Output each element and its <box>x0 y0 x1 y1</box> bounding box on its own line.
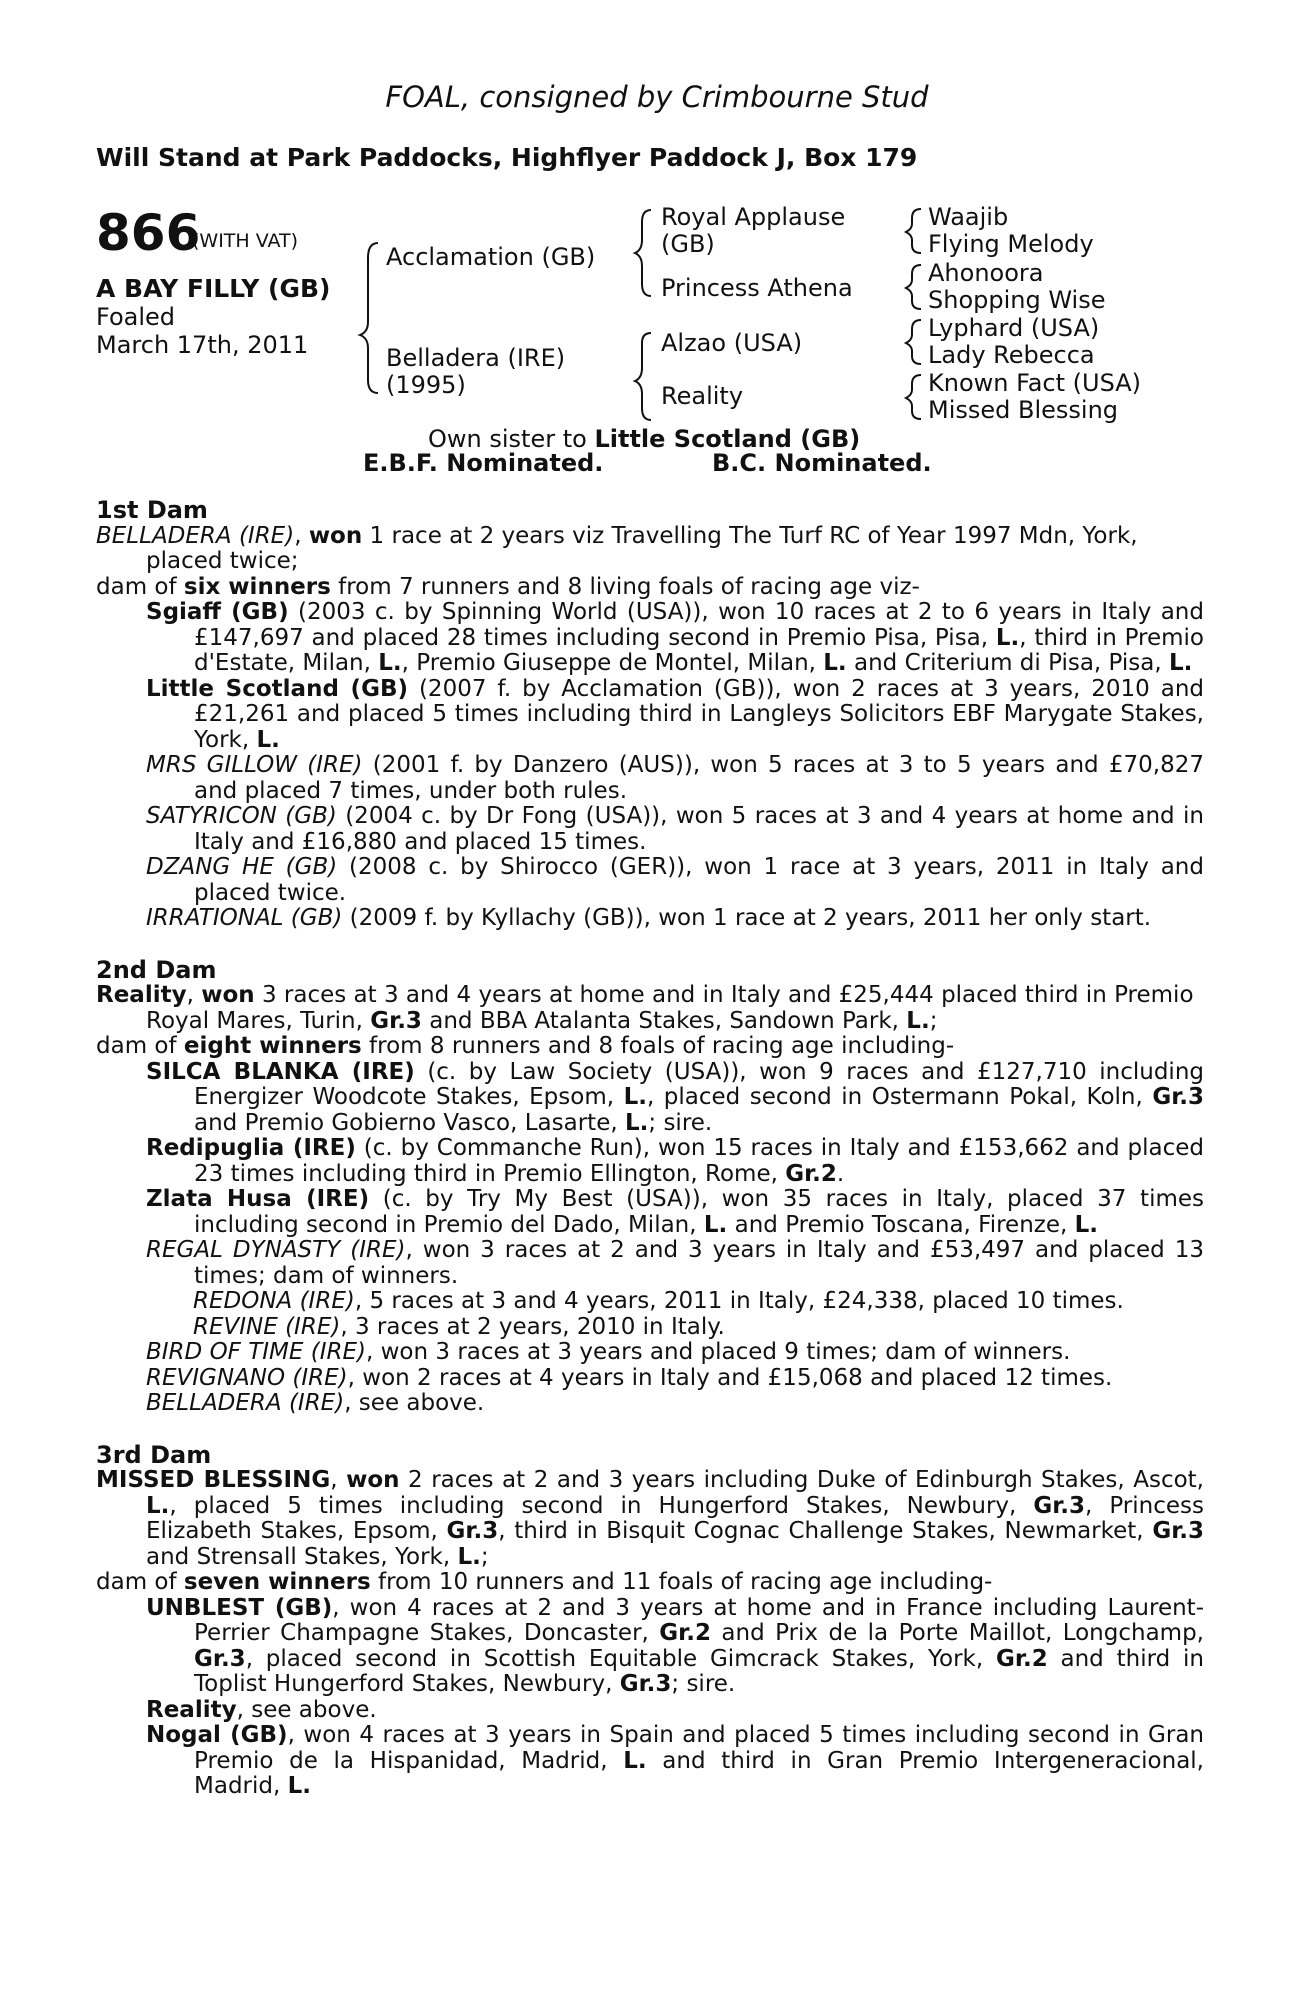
produce-name: Reality <box>146 1696 237 1723</box>
second-dam-text: ; <box>929 1007 938 1034</box>
dam-of-suffix: from 7 runners and 8 living foals of racing age viz- <box>330 573 920 600</box>
produce-name: MRS GILLOW (IRE) <box>146 752 363 778</box>
produce-text: (2001 f. by Danzero (AUS)), won 5 races at 3 to 5 years and £70,827 and placed 7 times, under both rules. <box>194 752 1204 804</box>
produce-entry-sub <box>96 1315 1204 1341</box>
pedigree-g5: Lyphard (USA) <box>928 314 1100 342</box>
bracket-g2 <box>906 265 921 309</box>
pedigree-g4: Shopping Wise <box>928 286 1106 314</box>
produce-text: , see above. <box>344 1390 485 1416</box>
produce-entry <box>96 1187 1204 1238</box>
listed-mark: L. <box>287 1773 312 1799</box>
produce-text: ; sire. <box>648 1109 713 1136</box>
second-dam-produce-line <box>96 1034 1204 1060</box>
listed-mark: L. <box>623 1747 647 1774</box>
bc-nominated: B.C. Nominated. <box>712 449 932 477</box>
pedigree-g7: Known Fact (USA) <box>928 369 1142 397</box>
produce-name: IRRATIONAL (GB) <box>146 905 343 931</box>
third-dam-won: won <box>346 1467 400 1493</box>
listed-mark: L. <box>256 726 280 753</box>
produce-name: Nogal (GB) <box>146 1722 288 1748</box>
group-mark: Gr.2 <box>785 1160 837 1187</box>
pedigree-g3: Ahonoora <box>928 259 1044 287</box>
second-dam-won: won <box>201 982 255 1008</box>
winners-count: seven winners <box>183 1569 371 1595</box>
produce-text: , placed second in Scottish Equitable Gimcrack Stakes, York, <box>245 1645 997 1672</box>
produce-entry <box>96 1366 1204 1392</box>
third-dam-text: ; <box>480 1543 489 1570</box>
listed-mark: L. <box>1169 650 1193 676</box>
second-dam-heading: 2nd Dam <box>96 955 217 984</box>
produce-name: BELLADERA (IRE) <box>146 1390 345 1416</box>
produce-text: (2007 f. by Acclamation (GB)), won 2 races at 3 years, 2010 and £21,261 and placed 5 times including third in Langleys Solicitors EBF Marygate Stakes, York, <box>194 675 1204 753</box>
produce-text: , won 2 races at 4 years in Italy and £15,068 and placed 12 times. <box>347 1364 1113 1391</box>
third-dam-produce-line <box>96 1570 1204 1596</box>
listed-mark: L. <box>995 624 1020 651</box>
produce-text: (c. by Commanche Run), won 15 races in Italy and £153,662 and placed 23 times including third in Premio Ellington, Rome, <box>194 1135 1204 1187</box>
produce-text: , Premio Giuseppe de Montel, Milan, <box>401 650 824 676</box>
foaled-date: March 17th, 2011 <box>96 331 309 359</box>
dam-of-prefix: dam of <box>96 573 184 600</box>
pedigree-g8: Missed Blessing <box>928 396 1119 424</box>
pedigree-sire-sire-line2: (GB) <box>661 230 715 258</box>
first-dam-won: won <box>308 522 363 549</box>
listed-mark: L. <box>823 650 847 676</box>
dam-of-suffix: from 10 runners and 11 foals of racing age including- <box>370 1569 993 1595</box>
first-dam-produce-line <box>96 575 1204 601</box>
group-mark: Gr.3 <box>1152 1084 1205 1110</box>
first-dam-summary: BELLADERA (IRE), won 1 race at 2 years viz Travelling The Turf RC of Year 1997 Mdn, York, placed twice; <box>96 522 1138 574</box>
pedigree-dam-year: (1995) <box>386 371 466 399</box>
group-mark: Gr.2 <box>659 1620 711 1646</box>
produce-name: REVIGNANO (IRE) <box>146 1364 348 1391</box>
bracket-sire-dam <box>360 243 378 393</box>
second-dam-text: and BBA Atalanta Stakes, Sandown Park, <box>421 1007 907 1034</box>
produce-text: and third in Toplist Hungerford Stakes, Newbury, <box>194 1645 1205 1697</box>
foaled-label: Foaled <box>96 303 176 331</box>
produce-text: (c. by Try My Best (USA)), won 35 races in Italy, placed 37 times including second in Premio del Dado, Milan, <box>194 1186 1205 1238</box>
produce-text: , 3 races at 2 years, 2010 in Italy. <box>340 1313 725 1340</box>
bracket-dam-parents <box>635 333 651 420</box>
produce-name: SATYRICON (GB) <box>146 803 337 829</box>
winners-count: six winners <box>183 573 331 600</box>
pedigree-g2: Flying Melody <box>928 230 1094 258</box>
pedigree-dam-dam: Reality <box>661 382 744 410</box>
produce-name: BIRD OF TIME (IRE) <box>146 1339 366 1365</box>
produce-text: , won 3 races at 3 years and placed 9 times; dam of winners. <box>365 1339 1071 1365</box>
third-dam-text: , third in Bisquit Cognac Challenge Stakes, Newmarket, <box>498 1518 1153 1544</box>
produce-text: , won 4 races at 3 years in Spain and placed 5 times including second in Gran Premio de la Hispanidad, Madrid, <box>194 1722 1205 1774</box>
catalogue-body <box>96 498 1204 1800</box>
produce-entry <box>96 1596 1204 1698</box>
lot-number: 866 <box>96 204 201 262</box>
pedigree-g1: Waajib <box>928 203 1009 231</box>
listed-mark: L. <box>624 1109 649 1136</box>
third-dam-text: , Princess Elizabeth Stakes, Epsom, <box>146 1492 1204 1544</box>
produce-text: and Premio Gobierno Vasco, Lasarte, <box>194 1109 625 1136</box>
group-mark: Gr.3 <box>194 1645 246 1672</box>
second-dam-text: 3 races at 3 and 4 years at home and in Italy and £25,444 placed third in Premio Royal Mares, Turin, <box>146 982 1194 1034</box>
listed-mark: L. <box>1074 1211 1099 1238</box>
dam-of-suffix: from 8 runners and 8 foals of racing age including- <box>361 1033 955 1059</box>
group-mark: Gr.3 <box>619 1671 672 1697</box>
produce-name: REVINE (IRE) <box>193 1313 341 1340</box>
pedigree-dam-name: Belladera (IRE) <box>386 344 566 372</box>
produce-text: (2009 f. by Kyllachy (GB)), won 1 race at 2 years, 2011 her only start. <box>342 905 1152 931</box>
produce-name: Little Scotland (GB) <box>146 675 408 702</box>
produce-entry <box>96 804 1204 855</box>
group-mark: Gr.3 <box>1033 1492 1086 1519</box>
produce-entry <box>96 1136 1204 1187</box>
produce-entry <box>96 1238 1204 1289</box>
produce-text: , see above. <box>236 1696 377 1723</box>
produce-name: DZANG HE (GB) <box>146 854 338 880</box>
third-dam-heading: 3rd Dam <box>96 1440 212 1469</box>
group-mark: Gr.3 <box>1152 1518 1204 1544</box>
group-mark: Gr.3 <box>446 1518 499 1544</box>
produce-text: and third in Gran Premio Intergeneracional, Madrid, <box>194 1747 1204 1799</box>
pedigree-dam <box>386 345 565 399</box>
produce-entry <box>96 677 1204 754</box>
third-dam-text: 2 races at 2 and 3 years including Duke of Edinburgh Stakes, Ascot, <box>399 1467 1204 1493</box>
produce-entry <box>96 1060 1204 1137</box>
produce-name: Zlata Husa (IRE) <box>146 1186 370 1212</box>
produce-text: and Premio Toscana, Firenze, <box>727 1211 1075 1238</box>
third-dam-text: , placed 5 times including second in Hungerford Stakes, Newbury, <box>169 1492 1034 1519</box>
produce-name: UNBLEST (GB) <box>146 1594 333 1621</box>
listed-mark: L. <box>703 1211 728 1238</box>
produce-text: and Criterium di Pisa, Pisa, <box>846 650 1170 676</box>
produce-name: REGAL DYNASTY (IRE) <box>146 1237 406 1263</box>
bracket-sire-parents <box>635 210 651 296</box>
produce-text: (c. by Law Society (USA)), won 9 races and £127,710 including Energizer Woodcote Stakes, Epsom, <box>194 1058 1204 1110</box>
group-mark: Gr.2 <box>996 1645 1048 1672</box>
produce-text: . <box>836 1160 845 1187</box>
produce-text: , won 3 races at 2 and 3 years in Italy and £53,497 and placed 13 times; dam of winners. <box>194 1237 1204 1289</box>
bracket-g1 <box>906 209 921 253</box>
produce-entry <box>96 753 1204 804</box>
pedigree-sire-sire <box>661 204 845 258</box>
produce-entry <box>96 1391 1204 1417</box>
produce-entry <box>96 906 1204 932</box>
dam-of-prefix: dam of <box>96 1033 184 1059</box>
first-dam-text: 1 race at 2 years viz Travelling The Turf RC of Year 1997 Mdn, York, placed twice; <box>146 522 1138 574</box>
produce-text: ; sire. <box>671 1671 736 1697</box>
produce-text: , won 4 races at 2 and 3 years at home and in France including Laurent-Perrier Champagne Stakes, Doncaster, <box>194 1594 1204 1646</box>
produce-text: , placed second in Ostermann Pokal, Koln, <box>646 1084 1153 1110</box>
pedigree-sire-sire-line1: Royal Applause <box>661 203 846 231</box>
listed-mark: L. <box>457 1543 481 1570</box>
produce-text: and Prix de la Porte Maillot, Longchamp, <box>710 1620 1204 1646</box>
produce-entry-sub <box>96 1289 1204 1315</box>
pedigree-dam-sire: Alzao (USA) <box>661 329 803 357</box>
listed-mark: L. <box>378 650 402 676</box>
produce-text: (2004 c. by Dr Fong (USA)), won 5 races at 3 and 4 years at home and in Italy and £16,880 and placed 15 times. <box>194 803 1204 855</box>
horse-title: A BAY FILLY (GB) <box>96 274 331 303</box>
vat-label: (WITH VAT) <box>192 230 299 252</box>
consigned-by: FOAL, consigned by Crimbourne Stud <box>385 80 929 114</box>
produce-name: SILCA BLANKA (IRE) <box>146 1058 415 1085</box>
third-dam-summary: MISSED BLESSING, won 2 races at 2 and 3 years including Duke of Edinburgh Stakes, Ascot, L., placed 5 times including second in Hungerford Stakes, Newbury, Gr.3, Princess Elizabeth Stakes, Epsom, Gr.3, third in Bisquit Cognac Challenge Stakes, Newmarket, Gr.3 and Strensall Stakes, York, L.; <box>96 1467 1204 1570</box>
produce-name: REDONA (IRE) <box>193 1288 355 1314</box>
produce-entry <box>96 1698 1204 1724</box>
produce-name: Sgiaff (GB) <box>146 599 289 625</box>
own-sister-name: Little Scotland (GB) <box>594 425 861 453</box>
produce-entry <box>96 1340 1204 1366</box>
listed-mark: L. <box>623 1084 647 1110</box>
produce-name: Redipuglia (IRE) <box>146 1135 356 1161</box>
produce-text: , 5 races at 3 and 4 years, 2011 in Italy, £24,338, placed 10 times. <box>354 1288 1124 1314</box>
second-dam-name: Reality <box>96 982 187 1008</box>
third-dam-text: and Strensall Stakes, York, <box>146 1543 458 1570</box>
winners-count: eight winners <box>183 1033 362 1059</box>
pedigree-sire-dam: Princess Athena <box>661 274 853 302</box>
produce-entry <box>96 855 1204 906</box>
listed-mark: L. <box>146 1492 170 1519</box>
listed-mark: L. <box>906 1007 930 1034</box>
first-dam-name: BELLADERA (IRE) <box>96 522 295 549</box>
pedigree-sire: Acclamation (GB) <box>386 243 596 271</box>
stand-location: Will Stand at Park Paddocks, Highflyer Paddock J, Box 179 <box>96 143 918 172</box>
produce-text: , third in Premio d'Estate, Milan, <box>194 624 1205 676</box>
dam-of-prefix: dam of <box>96 1569 184 1595</box>
own-sister-prefix: Own sister to <box>428 425 587 453</box>
ebf-nominated: E.B.F. Nominated. <box>363 449 604 477</box>
bracket-g3 <box>906 320 921 364</box>
first-dam-heading: 1st Dam <box>96 496 208 524</box>
produce-text: (2008 c. by Shirocco (GER)), won 1 race at 3 years, 2011 in Italy and placed twice. <box>194 854 1204 906</box>
produce-entry <box>96 600 1204 677</box>
pedigree-g6: Lady Rebecca <box>928 341 1095 369</box>
third-dam-name: MISSED BLESSING <box>96 1467 331 1493</box>
second-dam-summary: Reality, won 3 races at 3 and 4 years at home and in Italy and £25,444 placed third in Premio Royal Mares, Turin, Gr.3 and BBA Atalanta Stakes, Sandown Park, L.; <box>96 982 1194 1034</box>
produce-text: (2003 c. by Spinning World (USA)), won 10 races at 2 to 6 years in Italy and £147,697 and placed 28 times including second in Premio Pisa, Pisa, <box>194 599 1204 651</box>
group-mark: Gr.3 <box>370 1007 422 1034</box>
bracket-g4 <box>906 375 921 419</box>
produce-entry <box>96 1723 1204 1800</box>
